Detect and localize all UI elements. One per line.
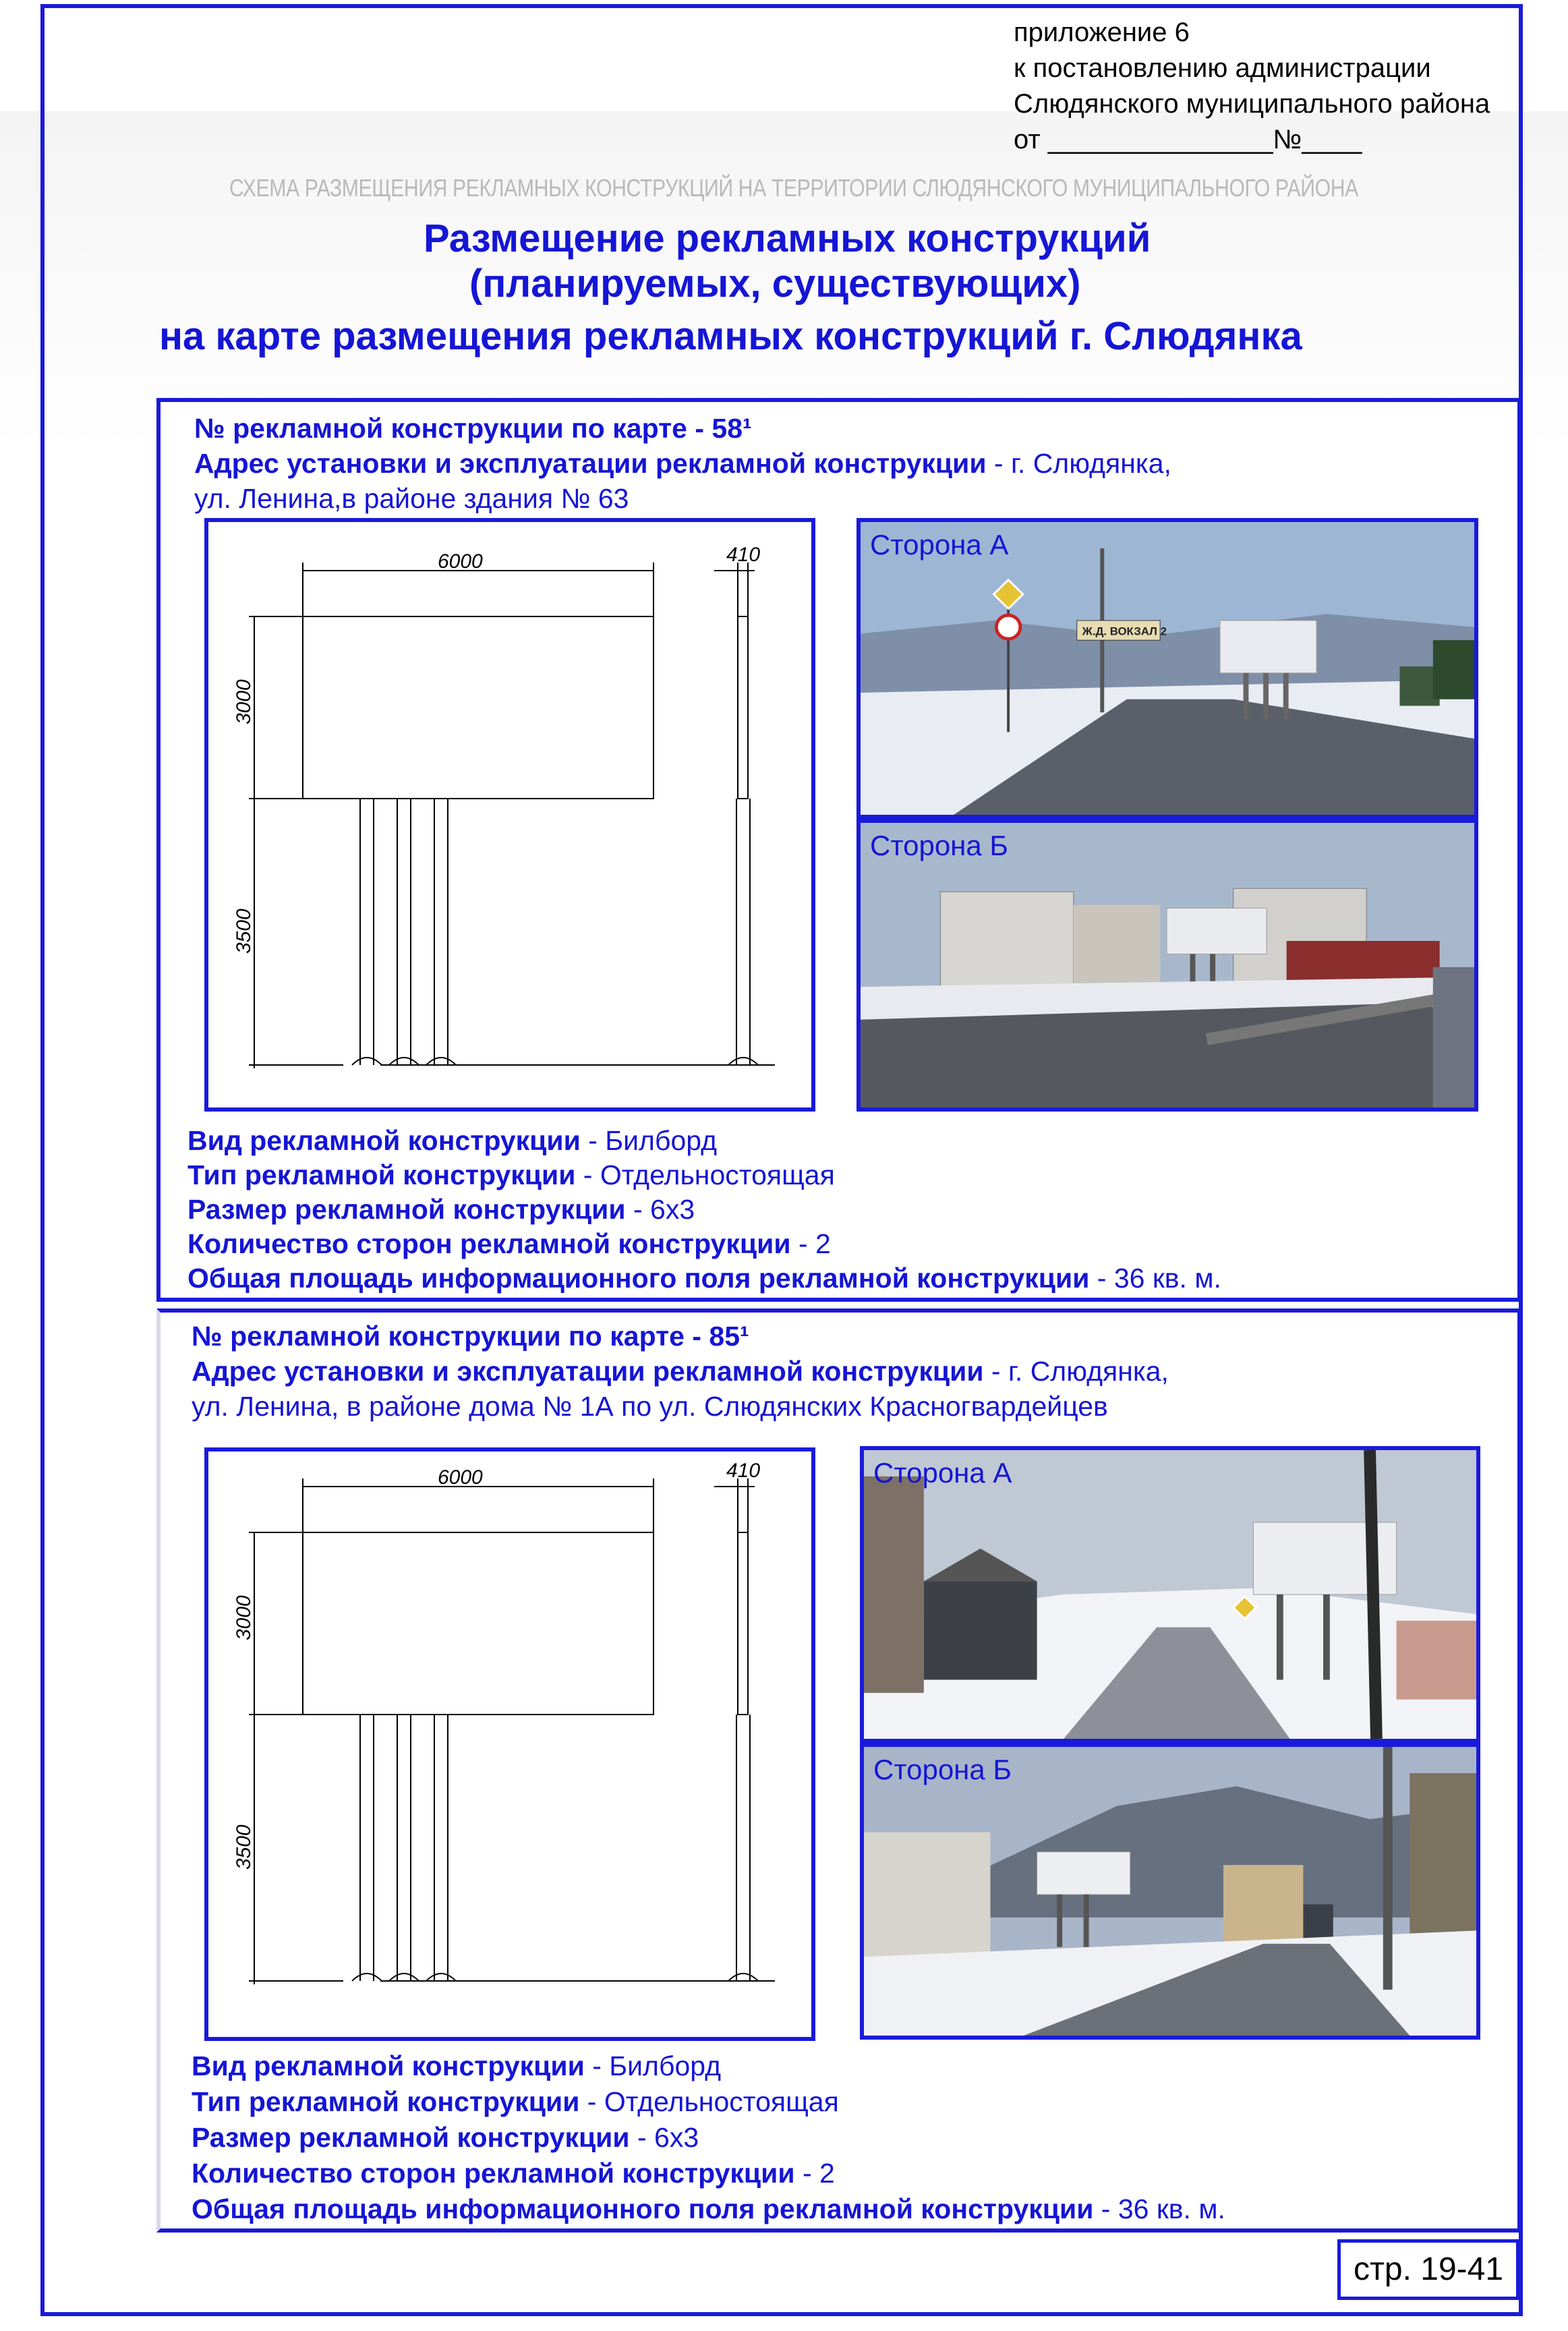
area-line	[187, 1261, 1221, 1295]
dash: -	[790, 1228, 815, 1259]
area-label: Общая площадь информационного поля рекламной конструкции	[192, 2193, 1094, 2224]
side-b-label: Сторона Б	[870, 830, 1008, 861]
type-label: Тип рекламной конструкции	[187, 1159, 576, 1190]
panel-height-label: 3000	[233, 679, 255, 724]
page-title-line1: Размещение рекламных конструкций	[424, 217, 1151, 260]
photo-scene-b	[861, 823, 1474, 1107]
kind-line: Вид рекламной конструкции - Билборд	[187, 1125, 718, 1156]
sides-line	[192, 2156, 835, 2190]
type-value: Отдельностоящая	[600, 1159, 835, 1190]
dash: -	[687, 413, 712, 444]
dash: -	[625, 1194, 651, 1225]
area-label: Общая площадь информационного поля рекламной конструкции	[187, 1263, 1090, 1294]
station-sign-text: Ж.Д. ВОКЗАЛ 2	[1082, 625, 1167, 638]
size-value: 6x3	[654, 2122, 699, 2153]
photo-scene-a	[864, 1450, 1476, 1739]
type-line	[187, 1158, 835, 1192]
billboard-schematic	[208, 1451, 811, 2037]
number-line	[194, 411, 752, 445]
billboard-side-panel	[738, 1532, 748, 1715]
photo-side-b	[860, 1743, 1480, 2040]
number-value: 85¹	[709, 1321, 749, 1352]
billboard-panel	[303, 616, 654, 799]
sides-value: 2	[815, 1228, 831, 1259]
construction-card-85	[156, 1308, 1521, 2233]
address-line	[194, 447, 1171, 480]
side-a-label: Сторона А	[873, 1457, 1012, 1489]
construction-card-58	[156, 398, 1521, 1302]
dash: -	[579, 2086, 604, 2117]
billboard-panel	[303, 1532, 654, 1715]
size-label: Размер рекламной конструкции	[187, 1194, 626, 1225]
address-label: Адрес установки и эксплуатации рекламной конструкции	[192, 1356, 984, 1387]
page-title-line3: на карте размещения рекламных конструкций г. Слюдянка	[159, 314, 1302, 358]
side-a-label: Сторона А	[870, 529, 1009, 560]
depth-label: 410	[726, 544, 761, 566]
photo-side-a	[860, 1446, 1480, 1743]
size-label: Размер рекламной конструкции	[192, 2122, 630, 2153]
photo-side-b	[856, 819, 1478, 1112]
billboard-drawing	[204, 1447, 815, 2041]
leg-height-label: 3500	[233, 909, 255, 954]
area-line	[192, 2192, 1225, 2226]
appendix-line: от _______________№____	[1014, 125, 1362, 154]
dash: -	[983, 1356, 1008, 1387]
appendix-line: Слюдянского муниципального района	[1014, 89, 1490, 119]
size-line	[187, 1192, 695, 1226]
dash: -	[684, 1321, 709, 1352]
sides-line	[187, 1227, 831, 1261]
billboard-side-panel	[738, 616, 748, 799]
address-city: г. Слюдянка,	[1010, 448, 1171, 479]
leg-height-label: 3500	[233, 1824, 255, 1870]
photo-scene-a	[861, 522, 1474, 815]
width-label: 6000	[438, 550, 483, 573]
area-value: 36 кв. м.	[1113, 1263, 1221, 1294]
sides-value: 2	[819, 2158, 835, 2189]
address-line	[192, 1354, 1169, 1388]
size-line	[192, 2121, 699, 2154]
depth-label: 410	[726, 1460, 761, 1482]
billboard-drawing	[204, 518, 815, 1112]
address-street: ул. Ленина, в районе дома № 1А по ул. Слюдянских Красногвардейцев	[192, 1391, 1108, 1422]
page-title-line2: (планируемых, существующих)	[469, 262, 1081, 306]
area-value: 36 кв. м.	[1117, 2193, 1225, 2224]
dash: -	[575, 1159, 600, 1190]
type-label: Тип рекламной конструкции	[192, 2086, 580, 2117]
side-b-label: Сторона Б	[873, 1754, 1012, 1785]
type-value: Отдельностоящая	[604, 2086, 839, 2117]
type-line	[192, 2085, 839, 2119]
kind-label: Вид рекламной конструкции	[187, 1125, 581, 1156]
appendix-line: к постановлению администрации	[1014, 53, 1431, 83]
page-number: стр. 19-41	[1337, 2239, 1519, 2300]
kind-label: Вид рекламной конструкции	[192, 2050, 585, 2081]
photo-side-a	[856, 518, 1478, 819]
dash: -	[629, 2122, 655, 2153]
panel-height-label: 3000	[233, 1595, 255, 1640]
dash: -	[1093, 2193, 1118, 2224]
dash: -	[794, 2158, 819, 2189]
address-street: ул. Ленина,в районе здания № 63	[194, 483, 629, 514]
number-line	[192, 1319, 749, 1353]
appendix-line: приложение 6	[1014, 18, 1190, 47]
billboard-schematic	[208, 522, 811, 1107]
appendix-header	[1014, 15, 1490, 158]
width-label: 6000	[438, 1466, 483, 1489]
number-value: 58¹	[712, 413, 752, 444]
kind-line: Вид рекламной конструкции - Билборд	[192, 2050, 722, 2081]
dash: -	[986, 448, 1011, 479]
dash: -	[1089, 1263, 1114, 1294]
sides-label: Количество сторон рекламной конструкции	[192, 2158, 795, 2189]
size-value: 6x3	[650, 1194, 695, 1225]
kind-value: Билборд	[605, 1125, 718, 1156]
address-label: Адрес установки и эксплуатации рекламной конструкции	[194, 448, 987, 479]
number-label: № рекламной конструкции по карте	[192, 1321, 685, 1352]
address-city: г. Слюдянка,	[1008, 1356, 1169, 1387]
kind-value: Билборд	[609, 2050, 722, 2081]
photo-scene-b	[864, 1747, 1476, 2036]
sides-label: Количество сторон рекламной конструкции	[187, 1228, 791, 1259]
scheme-caption: СХЕМА РАЗМЕЩЕНИЯ РЕКЛАМНЫХ КОНСТРУКЦИЙ НА ТЕРРИТОРИИ СЛЮДЯНСКОГО МУНИЦИПАЛЬНОГО РАЙОНА	[229, 174, 1358, 202]
number-label: № рекламной конструкции по карте	[194, 413, 687, 444]
